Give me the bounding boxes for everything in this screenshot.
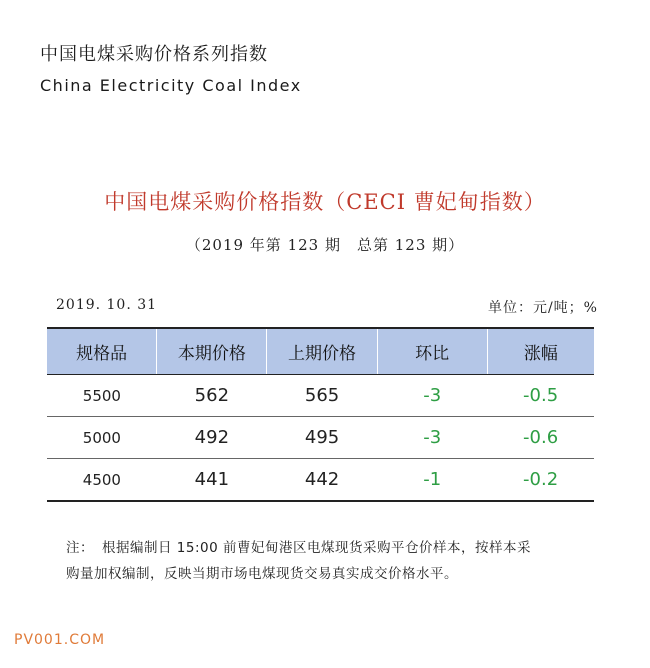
cell-change: -3 xyxy=(377,417,487,459)
document-title: 中国电煤采购价格指数（CECI 曹妃甸指数） xyxy=(104,190,546,214)
cell-pct-change: -0.2 xyxy=(487,459,594,502)
footnote-label: 注： xyxy=(66,540,94,556)
cell-previous-price: 442 xyxy=(267,459,377,502)
table-row xyxy=(47,375,594,417)
header-change: 环比 xyxy=(377,328,487,375)
header-spec: 规格品 xyxy=(47,328,157,375)
watermark: PV001.COM xyxy=(14,632,106,648)
unit-label: 单位：元/吨；% xyxy=(487,300,598,316)
price-index-table xyxy=(47,327,594,502)
footnote-line-2: 购量加权编制，反映当期市场电煤现货交易真实成交价格水平。 xyxy=(66,566,458,582)
header-pct-change: 涨幅 xyxy=(487,328,594,375)
cell-current-price: 492 xyxy=(157,417,267,459)
cell-current-price: 441 xyxy=(157,459,267,502)
cell-change: -3 xyxy=(377,375,487,417)
table-header-row xyxy=(47,328,594,375)
cell-spec: 5000 xyxy=(47,417,157,459)
table-row xyxy=(47,459,594,502)
footnote xyxy=(66,535,606,587)
cell-pct-change: -0.6 xyxy=(487,417,594,459)
cell-spec: 5500 xyxy=(47,375,157,417)
footnote-line-1: 根据编制日 15:00 前曹妃甸港区电煤现货采购平仓价样本，按样本采 xyxy=(102,540,531,556)
report-date: 2019. 10. 31 xyxy=(56,297,158,313)
cell-previous-price: 565 xyxy=(267,375,377,417)
cell-current-price: 562 xyxy=(157,375,267,417)
cell-previous-price: 495 xyxy=(267,417,377,459)
table-row xyxy=(47,417,594,459)
cell-change: -1 xyxy=(377,459,487,502)
cell-pct-change: -0.5 xyxy=(487,375,594,417)
issue-number: （2019 年第 123 期 总第 123 期） xyxy=(185,236,465,254)
cell-spec: 4500 xyxy=(47,459,157,502)
header-title-en: China Electricity Coal Index xyxy=(40,76,302,95)
header-title-cn: 中国电煤采购价格系列指数 xyxy=(40,44,268,65)
header-current-price: 本期价格 xyxy=(157,328,267,375)
header-previous-price: 上期价格 xyxy=(267,328,377,375)
